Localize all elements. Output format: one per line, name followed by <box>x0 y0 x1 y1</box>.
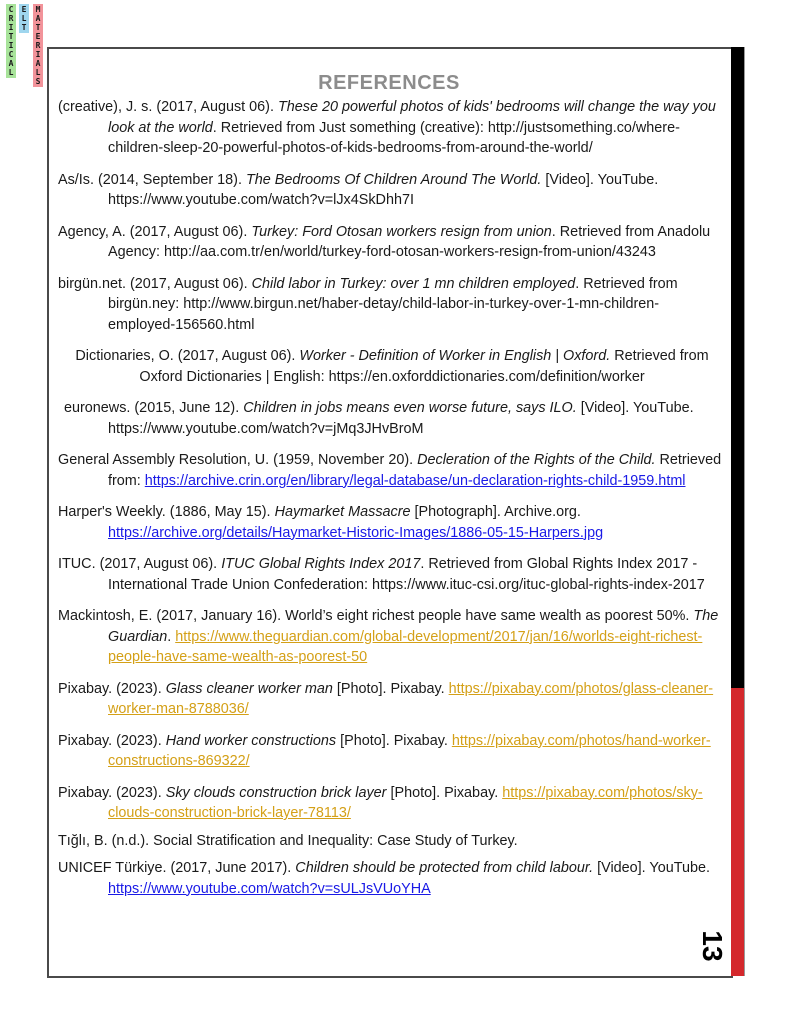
reference-link[interactable]: https://www.youtube.com/watch?v=sULJsVUoYHA <box>108 880 431 897</box>
reference-item: UNICEF Türkiye. (2017, June 2017). Children should be protected from child labour. [Video]. YouTube. https://www.youtube.com/watch?v=sULJsVUoYHA <box>58 860 710 897</box>
reference-item: Pixabay. (2023). Glass cleaner worker man [Photo]. Pixabay. https://pixabay.com/photos/glass-cleaner-worker-man-8788036/ <box>58 680 714 717</box>
tag-letter: I <box>8 41 14 50</box>
reference-item: General Assembly Resolution, U. (1959, November 20). Decleration of the Rights of the Child. Retrieved from: https://archive.crin.org/en/library/legal-database/un-declaration-rights-child-1959.html <box>58 452 722 489</box>
reference-item: ITUC. (2017, August 06). ITUC Global Rights Index 2017. Retrieved from Global Rights Index 2017 - International Trade Union Confederation: https://www.ituc-csi.org/ituc-global-rights-index-2017 <box>58 556 705 593</box>
elt-label-tag <box>19 4 29 33</box>
reference-item: euronews. (2015, June 12). Children in jobs means even worse future, says ILO. [Video]. YouTube. https://www.youtube.com/watch?v=jMq3JHvBroM <box>64 400 694 437</box>
tag-letter: C <box>8 5 14 14</box>
materials-label-tag <box>33 4 43 87</box>
reference-item: birgün.net. (2017, August 06). Child labor in Turkey: over 1 mn children employed. Retrieved from birgün.ney: http://www.birgun.net/haber-detay/child-labor-in-turkey-over-1-mn-children-employed-156560.html <box>58 275 678 333</box>
reference-item: Harper's Weekly. (1886, May 15). Haymarket Massacre [Photograph]. Archive.org. https://archive.org/details/Haymarket-Historic-Images/1886-05-15-Harpers.jpg <box>58 504 604 541</box>
tag-letter: I <box>35 50 41 59</box>
reference-item: Agency, A. (2017, August 06). Turkey: Ford Otosan workers resign from union. Retrieved from Anadolu Agency: http://aa.com.tr/en/world/turkey-ford-otosan-workers-resign-from-union/43243 <box>58 223 711 260</box>
reference-link[interactable]: https://archive.crin.org/en/library/legal-database/un-declaration-rights-child-1959.html <box>144 472 686 489</box>
tag-letter: A <box>35 14 41 23</box>
tag-letter: L <box>35 68 41 77</box>
reference-item: As/Is. (2014, September 18). The Bedrooms Of Children Around The World. [Video]. YouTube. https://www.youtube.com/watch?v=lJx4SkDhh7I <box>58 171 659 208</box>
side-bar-edge <box>744 47 745 976</box>
tag-letter: I <box>8 23 14 32</box>
tag-letter: L <box>8 68 14 77</box>
reference-link[interactable]: https://pixabay.com/photos/glass-cleaner-worker-man-8788036/ <box>108 680 714 717</box>
tag-letter: R <box>8 14 14 23</box>
critical-label-tag <box>6 4 16 78</box>
reference-list <box>58 97 726 910</box>
tag-letter: E <box>21 5 27 14</box>
tag-letter: E <box>35 32 41 41</box>
reference-link[interactable]: https://archive.org/details/Haymarket-Historic-Images/1886-05-15-Harpers.jpg <box>108 524 604 541</box>
reference-item: Mackintosh, E. (2017, January 16). World’s eight richest people have same wealth as poorest 50%. The Guardian. https://www.theguardian.com/global-development/2017/jan/16/worlds-eight-richest-people-have-same-wealth-as-poorest-50 <box>58 608 719 665</box>
reference-link[interactable]: https://www.theguardian.com/global-development/2017/jan/16/worlds-eight-richest-people-have-same-wealth-as-poorest-50 <box>108 628 703 665</box>
tag-letter: T <box>21 23 27 32</box>
tag-letter: C <box>8 50 14 59</box>
tag-letter: R <box>35 41 41 50</box>
tag-letter: A <box>8 59 14 68</box>
reference-item: Pixabay. (2023). Sky clouds construction brick layer [Photo]. Pixabay. https://pixabay.com/photos/sky-clouds-construction-brick-layer-78113/ <box>58 784 703 821</box>
tag-letter: T <box>35 23 41 32</box>
reference-item: Dictionaries, O. (2017, August 06). Worker - Definition of Worker in English | Oxford. Retrieved from Oxford Dictionaries | English: https://en.oxforddictionaries.com/definition/worker <box>75 348 709 385</box>
tag-letter: A <box>35 59 41 68</box>
tag-letter: L <box>21 14 27 23</box>
side-bar-red <box>731 688 744 976</box>
reference-item: Tığlı, B. (n.d.). Social Stratification and Inequality: Case Study of Turkey. <box>58 832 518 849</box>
page-number: 13 <box>697 930 728 962</box>
reference-link[interactable]: https://pixabay.com/photos/hand-worker-constructions-869322/ <box>108 732 711 769</box>
reference-item: (creative), J. s. (2017, August 06). These 20 powerful photos of kids' bedrooms will change the way you look at the world. Retrieved from Just something (creative): http://justsomething.co/where-children-sleep-20-powerful-photos-of-kids-bedrooms-from-around-the-world/ <box>58 99 716 156</box>
tag-letter: T <box>8 32 14 41</box>
page-title: REFERENCES <box>318 72 460 94</box>
reference-item: Pixabay. (2023). Hand worker constructions [Photo]. Pixabay. https://pixabay.com/photos/hand-worker-constructions-869322/ <box>58 732 711 769</box>
tag-letter: M <box>35 5 41 14</box>
side-bar-black <box>731 47 744 688</box>
reference-link[interactable]: https://pixabay.com/photos/sky-clouds-construction-brick-layer-78113/ <box>108 784 703 821</box>
tag-letter: S <box>35 77 41 86</box>
